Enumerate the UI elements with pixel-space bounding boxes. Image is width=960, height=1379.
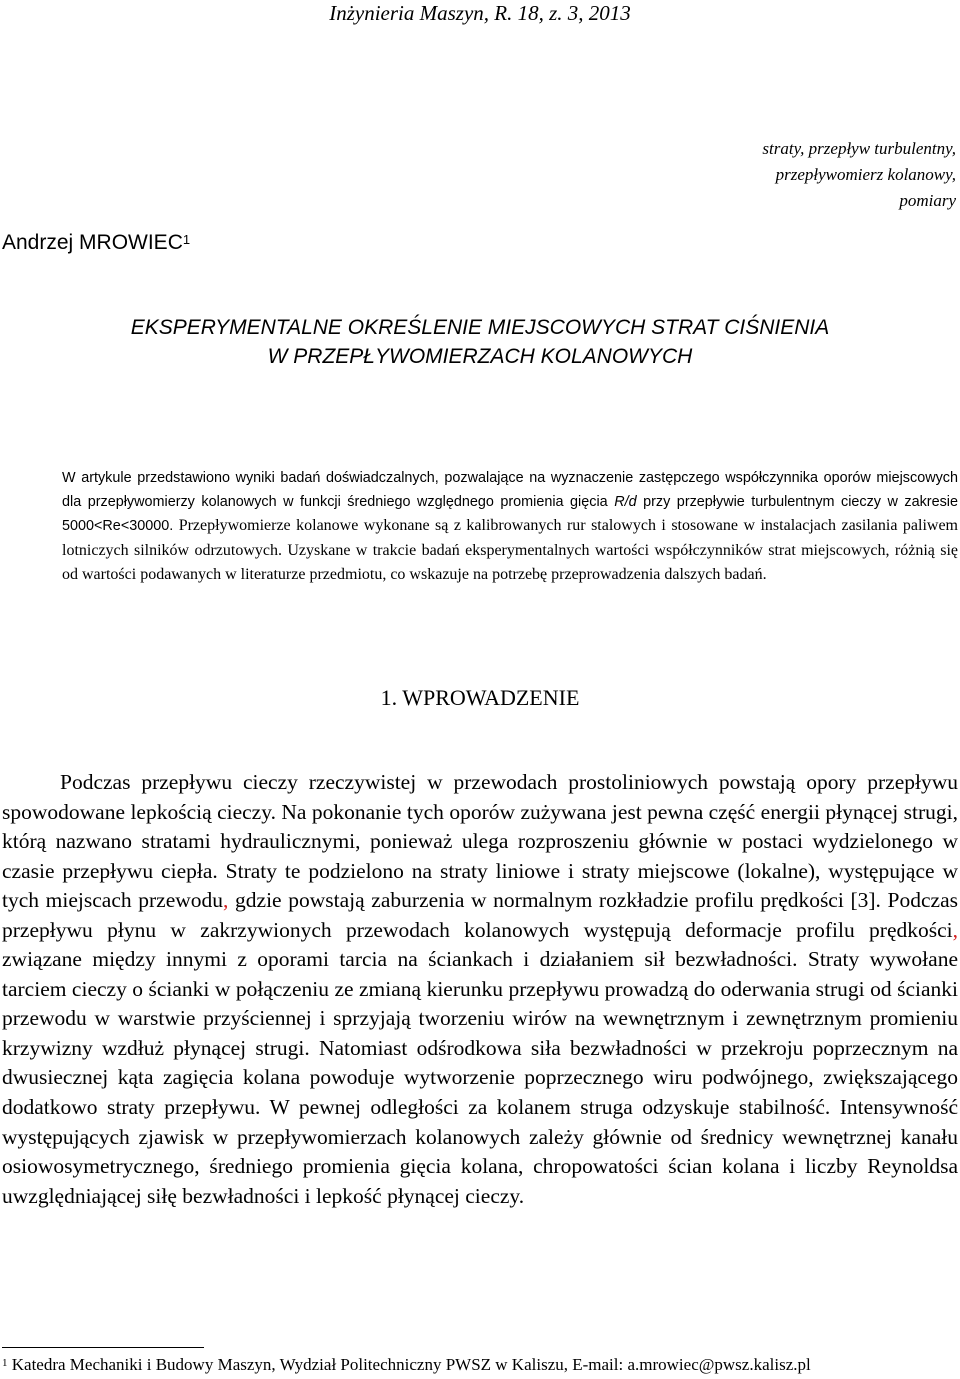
body-sentence: Podczas przepływu płynu w zakrzywionych przewodach kolanowych występują deformacje profilu prędkości [2, 888, 958, 942]
body-sentence: związane między innymi z oporami tarcia na ściankach i działaniem sił bezwładności. [2, 947, 798, 972]
body-paragraph [2, 768, 958, 1211]
footnote [2, 1353, 958, 1377]
body-sentence: W pewnej odległości za kolanem struga odzyskuje stabilność. [260, 1095, 831, 1120]
keyword-line: straty, przepływ turbulentny, [762, 139, 956, 158]
red-comma: , [952, 917, 958, 942]
body-sentence: Intensywność występujących zjawisk w przepływomierzach kolanowych zależy głównie od średnicy wewnętrznej kanału osiowosymetrycznego, średniego promienia gięcia kolana, chropowatości ścian kolana i liczby Reynoldsa uwzględniającej siłę bezwładności i lepkość płynącej cieczy. [2, 1095, 958, 1208]
paper-title [0, 313, 960, 371]
body-sentence: Straty te podzielono na straty liniowe i straty miejscowe (lokalne), występujące w tych miejscach przewodu [2, 858, 958, 913]
title-line: EKSPERYMENTALNE OKREŚLENIE MIEJSCOWYCH STRAT CIŚNIENIA [130, 316, 830, 339]
author-footnote-mark: 1 [182, 232, 191, 247]
abstract-text: przy przepływie turbulentnym cieczy w zakresie 5000<Re<30000. [62, 494, 959, 535]
body-sentence: Na pokonanie tych oporów zużywana jest pewna część energii płynącej strugi, którą nazwano stratami hydraulicznymi, ponieważ ulega rozproszeniu głównie w postaci wydzielonego w czasie przepływu ciepła. [2, 799, 959, 883]
body-sentence: gdzie powstają zaburzenia w normalnym rozkładzie profilu prędkości [3]. [228, 888, 881, 913]
body-sentence: Straty wywołane tarciem cieczy o ścianki w połączeniu ze zmianą kierunku przepływu prowadzą do oderwania strugi od ścianki przewodu w warstwie przyściennej i sprzyjają tworzeniu wirów na wewnętrznym i zewnętrznym promieniu krzywizny wzdłuż płynącej strugi. [2, 947, 958, 1060]
abstract-text: W artykule przedstawiono wyniki badań doświadczalnych, pozwalające na wyznaczenie zastępczego współczynnika oporów miejscowych dla przepływomierzy kolanowych w funkcji średniego względnego promienia gięcia [62, 470, 958, 511]
abstract-symbol: R/d [614, 494, 637, 511]
abstract-text: Uzyskane w trakcie badań eksperymentalnych wartości współczynników strat miejscowych, różnią się od wartości podawanych w literaturze przedmiotu, co wskazuje na potrzebę przeprowadzenia dalszych badań. [62, 541, 958, 583]
abstract [62, 466, 958, 587]
footnote-mark: 1 [2, 1357, 8, 1369]
keywords [762, 136, 956, 214]
section-heading: 1. WPROWADZENIE [380, 685, 580, 710]
journal-header: Inżynieria Maszyn, R. 18, z. 3, 2013 [329, 1, 631, 25]
footnote-text: Katedra Mechaniki i Budowy Maszyn, Wydział Politechniczny PWSZ w Kaliszu, E-mail: a.mrowiec@pwsz.kalisz.pl [7, 1355, 811, 1374]
abstract-text: Przepływomierze kolanowe wykonane są z kalibrowanych rur stalowych i stosowane w instalacjach zasilania paliwem lotniczych silników odrzutowych. [62, 517, 958, 559]
author-name: Andrzej MROWIEC [2, 231, 183, 254]
keyword-line: przepływomierz kolanowy, [775, 165, 956, 184]
keyword-line: pomiary [899, 191, 956, 210]
body-sentence: Natomiast odśrodkowa siła bezwładności w przekroju poprzecznym na dwusiecznej kąta zagięcia kolana powoduje wytworzenie poprzecznego wiru podwójnego, zwiększającego dodatkowo straty przepływu. [2, 1035, 958, 1120]
title-line: W PRZEPŁYWOMIERZACH KOLANOWYCH [267, 345, 693, 368]
body-sentence: Podczas przepływu cieczy rzeczywistej w przewodach prostoliniowych powstają opory przepływu spowodowane lepkością cieczy. [2, 770, 958, 824]
footnote-divider [2, 1347, 204, 1348]
red-comma: , [223, 888, 229, 913]
author [2, 229, 190, 257]
